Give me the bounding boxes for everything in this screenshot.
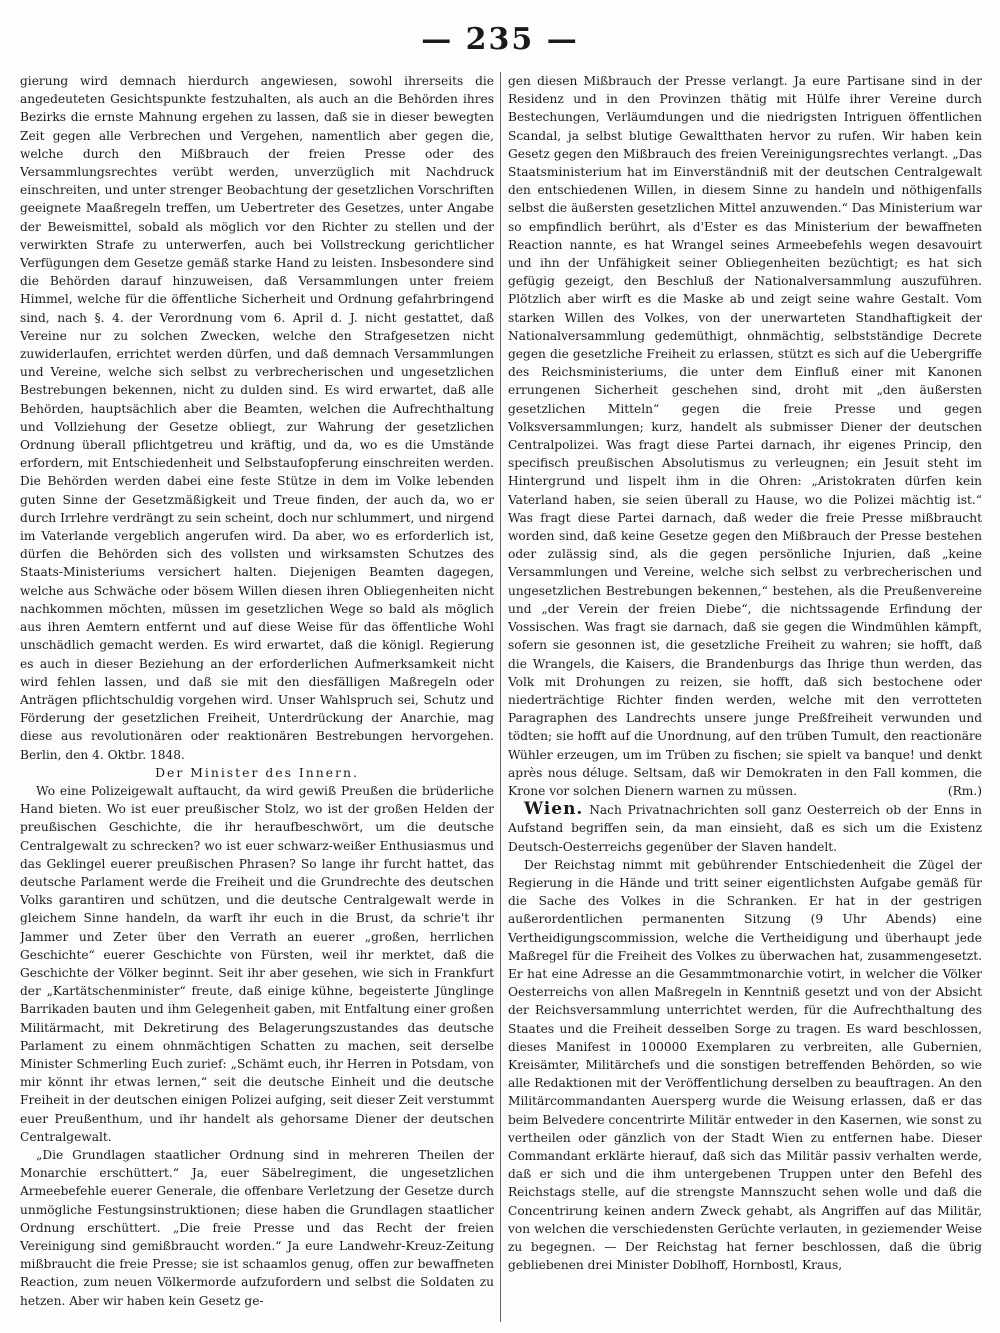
paragraph-ministerial-decree: gierung wird demnach hierdurch angewiesen, sowohl ihrerseits die angedeuteten Gesichtspunkte festzuhalten, als auch an die Behörden ihres Bezirks die ernste Mahnung ergehen zu lassen, daß sie in dieser bewegten Zeit gegen alle Verbrechen und Vergehen, namentlich aber gegen die, welche durch den Mißbrauch der freien Presse oder des Versammlungsrechtes verübt werden, unverzüglich mit Nachdruck einschreiten, und unter strenger Beobachtung der gesetzlichen Vorschriften geeignete Maaßregeln treffen, um Uebertreter des Gesetzes, unter Angabe der Beweismittel, sobald als möglich vor den Richter zu stellen und der verwirkten Strafe zu unterwerfen, auch bei Vollstreckung gerichtlicher Verfügungen dem Gesetze gemäß starke Hand zu leisten. Insbesondere sind die Behörden darauf hinzuweisen, daß Versammlungen unter freiem Himmel, welche für die öffentliche Sicherheit und Ordnung gefahrbringend sind, nach §. 4. der Verordnung vom 6. April d. J. nicht gestattet, daß Vereine nur zu solchen Zwecken, welche den Strafgesetzen nicht zuwiderlaufen, errichtet werden dürfen, und daß demnach Versammlungen und Vereine, welche sich selbst zu verbrecherischen und ungesetzlichen Bestrebungen bekennen, nicht zu dulden sind. Es wird erwartet, daß alle Behörden, hauptsächlich aber die Beamten, welchen die Aufrechthaltung und Vollziehung der Gesetze obliegt, zur Wahrung der gesetzlichen Ordnung überall pflichtgetreu und kräftig, und da, wo es die Umstände erfordern, mit Entschiedenheit und Selbstaufopferung einschreiten werden. Die Behörden werden dabei eine feste Stütze in dem im Volke lebenden guten Sinne der Gesetzmäßigkeit und Treue finden, der auch da, wo er durch Irrlehre verdrängt zu sein scheint, doch nur schlummert, und nirgend im Vaterlande vergeblich angerufen wird. Da aber, wo es erforderlich ist, dürfen die Behörden sich des vollsten und wirksamsten Schutzes des Staats-Ministeriums versichert halten. Diejenigen Beamten dagegen, welche aus Schwäche oder bösem Willen diesen ihren Obliegenheiten nicht nachkommen möchten, müssen im gesetzlichen Wege so bald als möglich aus ihren Aemtern entfernt und auf diese Weise für das öffentliche Wohl unschädlich gemacht werden. Es wird erwartet, daß die königl. Regierung es auch in dieser Beziehung an der erforderlichen Aufmerksamkeit nicht wird fehlen lassen, und daß sie mit den diesfälligen Maßregeln oder Anträgen pflichtschuldig vorgehen wird. Unser Wahlspruch sei, Schutz und Förderung der gesetzlichen Freiheit, Unterdrückung der Anarchie, mag diese aus revolutionären oder reaktionären Bestrebungen hervorgehen. Berlin, den 4. Oktbr. 1848.: [20, 74, 494, 762]
paragraph-vienna-text: Nach Privatnachrichten soll ganz Oesterreich ob der Enns in Aufstand begriffen sein, da man einsieht, daß es sich um die Existenz Deutsch-Oesterreichs gegenüber der Slaven handelt.: [508, 803, 982, 854]
column-divider: [500, 72, 501, 1322]
source-tag: (Rm.): [947, 783, 982, 798]
dateline-vienna: Wien.: [524, 799, 584, 820]
right-column: [508, 72, 982, 1327]
paragraph-reichstag: Der Reichstag nimmt mit gebührender Entschiedenheit die Zügel der Regierung in die Hände und tritt seiner eigentlichsten Aufgabe gemäß für die Sache des Volkes in die Schranken. Er hat in der gestrigen außerordentlichen permanenten Sitzung (9 Uhr Abends) eine Vertheidigungscommission, welche die Vertheidigung und überhaupt jede Maßregel für die Freiheit des Volkes zu überwachen hat, zusammengesetzt. Er hat eine Adresse an die Gesammtmonarchie votirt, in welcher die Völker Oesterreichs von allen Maßregeln in Kenntniß gesetzt und von der Absicht der Reichsversammlung unterrichtet werden, für die Aufrechthaltung des Staates und die Freiheit desselben Sorge zu tragen. Es ward beschlossen, dieses Manifest in 100000 Exemplaren zu verbreiten, alle Gubernien, Kreisämter, Militärchefs und die sonstigen betreffenden Behörden, so wie alle Redaktionen mit der Veröffentlichung derselben zu beauftragen. An den Militärcommandanten Auersperg wurde die Weisung erlassen, daß er das beim Belvedere concentrirte Militär entweder in den Kasernen, wie sonst zu vertheilen oder gänzlich von der Stadt Wien zu entfernen habe. Dieser Commandant erklärte hierauf, daß sich das Militär passiv verhalten werde, daß er sich und die ihm untergebenen Truppen unter den Befehl des Reichstags stelle, auf die strengste Mannszucht sehen wolle und daß die Concentrirung keinen andern Zweck gehabt, als Angriffen auf das Militär, von welchen die verschiedensten Gerüchte verlauten, in geziemender Weise zu begegnen. — Der Reichstag hat ferner beschlossen, daß die übrig gebliebenen drei Minister Doblhoff, Hornbostl, Kraus,: [508, 857, 982, 1273]
left-column: [20, 72, 494, 1327]
paragraph-police-power: Wo eine Polizeigewalt auftaucht, da wird gewiß Preußen die brüderliche Hand bieten. Wo ist euer preußischer Stolz, wo ist der großen Helden der preußischen Geschichte, die ihr heraufbeschwört, um die deutsche Centralgewalt zu schrecken? wo ist euer schwarz-weißer Enthusiasmus und das Geklingel euerer preußischen Phrasen? So lange ihr furcht hattet, das deutsche Parlament werde die Freiheit und die Grundrechte des deutschen Volks garantiren und schützen, und die deutsche Centralgewalt werde in gleichem Sinne handeln, da warft ihr euch in die Brust, da schrie't ihr Jammer und Zeter über den Verrath an euerer „großen, herrlichen Geschichte“ euerer Geschichte von Fürsten, weil ihr merktet, daß die Geschichte der Völker beginnt. Seit ihr aber gesehen, wie sich in Frankfurt der „Kartätschenminister“ freute, daß einige kühne, begeisterte Jünglinge Barrikaden bauten und ihm Gelegenheit gaben, mit Entfaltung einer großen Militärmacht, mit Dekretirung des Belagerungszustandes das deutsche Parlament zu einem ohnmächtigen Schatten zu machen, seit derselbe Minister Schmerling Euch zurief: „Schämt euch, ihr Herren in Potsdam, von mir könnt ihr etwas lernen,“ seit die deutsche Einheit und die deutsche Freiheit in der deutschen einigen Polizei aufging, seit dieser Zeit verstummt euer Preußenthum, und ihr handelt als gehorsame Diener der deutschen Centralgewalt.: [20, 783, 494, 1144]
page-number: — 235 —: [421, 22, 579, 57]
paragraph-vienna: [508, 800, 982, 856]
paragraph-press-abuse: [508, 72, 982, 800]
paragraph-press-abuse-text: gen diesen Mißbrauch der Presse verlangt. Ja eure Partisane sind in der Residenz und in den Provinzen thätig mit Hülfe ihrer Vereine durch Bestechungen, Verläumdungen und die niedrigsten Intriguen öffentlichen Scandal, ja selbst blutige Gewaltthaten hervor zu rufen. Wir haben kein Gesetz gegen den Mißbrauch des freien Vereinigungsrechtes verlangt. „Das Staatsministerium hat im Einverständniß mit der deutschen Centralgewalt den entschiedenen Willen, in diesem Sinne zu handeln und nöthigenfalls selbst die äußersten gesetzlichen Mittel anzuwenden.“ Das Ministerium war so empfindlich berührt, als d'Ester es das Ministerium der bewaffneten Reaction nannte, es hat Wrangel seines Armeebefehls wegen desavouirt und ihn der Unfähigkeit seiner Obliegenheiten bezüchtigt; es hat sich gefügig gezeigt, den Beschluß der Nationalversammlung auszuführen. Plötzlich aber wirft es die Maske ab und zeigt seine wahre Gestalt. Vom starken Willen des Volkes, von der unerwarteten Standhaftigkeit der Nationalversammlung gedemüthigt, ohnmächtig, selbstständige Decrete gegen die gesetzliche Freiheit zu erlassen, stützt es sich auf die Uebergriffe des Reichsministeriums, die unter dem Einfluß einer mit Kanonen errungenen Sicherheit geschehen sind, droht mit „den äußersten gesetzlichen Mitteln“ gegen die freie Presse und gegen Volksversammlungen; kurz, handelt als submisser Diener der deutschen Centralpolizei. Was fragt diese Partei darnach, ihr eigenes Princip, den specifisch preußischen Absolutismus zu verleugnen; ein Jesuit steht im Hintergrund und lispelt ihm in die Ohren: „Aristokraten dürfen kein Vaterland haben, sie seien überall zu Hause, wo die Polizei mächtig ist.“ Was fragt diese Partei darnach, daß weder die freie Presse mißbraucht worden sind, daß keine Gesetze gegen den Mißbrauch der Presse bestehen oder zulässig sind, als die gegen persönliche Injurien, daß „keine Versammlungen und Vereine, welche sich selbst zu verbrecherischen und ungesetzlichen Bestrebungen bekennen,“ bestehen, als die Preußenvereine und „der Verein der freien Diebe“, die nichtssagende Erfindung der Vossischen. Was fragt sie darnach, daß sie gegen die Windmühlen kämpft, sofern sie gesonnen ist, die gesetzliche Freiheit zu wahren; sie hofft, daß die Wrangels, die Kaisers, die Brandenburgs das Ihrige thun werden, das Volk mit Drohungen zu reizen, sie hofft, daß sich bestochene oder niederträchtige Richter finden werden, welche mit den verrotteten Paragraphen des Landrechts unsere junge Preßfreiheit verwunden und tödten; sie hofft auf die Unordnung, auf den trüben Tumult, den reactionäre Wühler erzeugen, um im Trüben zu fischen; sie spielt va banque! und denkt après nous déluge. Seltsam, daß wir Demokraten in den Fall kommen, die Krone vor solchen Dienern warnen zu müssen.: [508, 74, 982, 798]
paragraph-foundations-order: „Die Grundlagen staatlicher Ordnung sind in mehreren Theilen der Monarchie erschüttert.“ Ja, euer Säbelregiment, die ungesetzlichen Armeebefehle euerer Generale, die offenbare Verletzung der Gesetze durch unmögliche Festungsinstruktionen; diese haben die Grundlagen staatlicher Ordnung erschüttert. „Die freie Presse und das Recht der freien Vereinigung sind gemißbraucht worden.“ Ja eure Landwehr-Kreuz-Zeitung mißbraucht die freie Presse; sie ist schaamlos genug, offen zur bewaffneten Reaction, zum neuen Völkermorde aufzufordern und selbst die Soldaten zu hetzen. Aber wir haben kein Gesetz ge-: [20, 1147, 494, 1308]
signature-minister: Der Minister des Innern.: [155, 764, 359, 780]
